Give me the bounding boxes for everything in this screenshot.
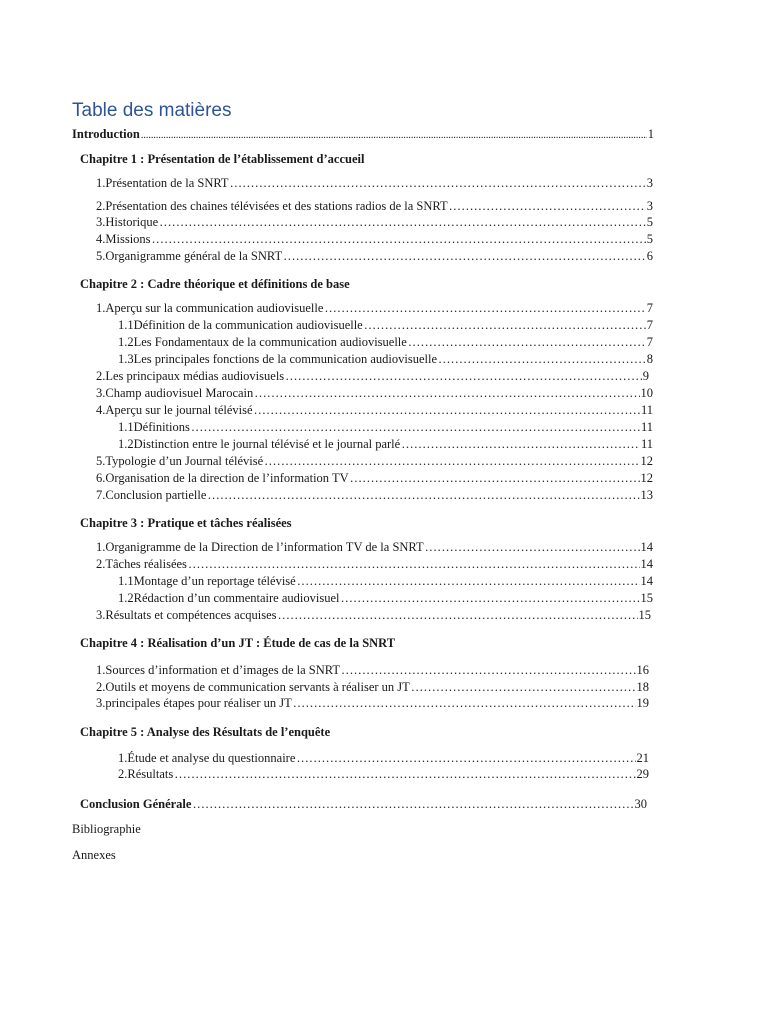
entry-number: 2. — [96, 557, 106, 571]
dot-leader — [285, 368, 642, 384]
entry-page: 5 — [646, 215, 653, 229]
dot-leader — [296, 750, 635, 766]
entry-label: Champ audiovisuel Marocain — [105, 386, 254, 400]
entry-label: Les Fondamentaux de la communication audiovisuelle — [133, 335, 407, 349]
entry-page: 15 — [638, 608, 651, 622]
toc-entry[interactable] — [96, 198, 653, 214]
dot-leader — [141, 126, 647, 144]
toc-entry[interactable] — [118, 351, 653, 367]
entry-page: 16 — [636, 663, 649, 677]
toc-entry[interactable] — [118, 766, 649, 782]
entry-number: 2. — [96, 680, 106, 694]
dot-leader — [152, 231, 646, 247]
entry-label: Étude et analyse du questionnaire — [127, 751, 296, 765]
entry-page: 29 — [636, 767, 649, 781]
toc-entry[interactable] — [118, 419, 653, 435]
entry-page: 7 — [646, 318, 653, 332]
toc-entry[interactable] — [96, 175, 653, 191]
entry-page: 5 — [646, 232, 653, 246]
entry-number: 3. — [96, 386, 106, 400]
entry-page: 8 — [646, 352, 653, 366]
entry-label: Typologie d’un Journal télévisé — [105, 454, 264, 468]
dot-leader — [324, 300, 645, 316]
entry-label: Définitions — [133, 420, 190, 434]
entry-page: 21 — [636, 751, 649, 765]
dot-leader — [254, 385, 639, 401]
entry-label: Les principales fonctions de la communication audiovisuelle — [133, 352, 438, 366]
entry-label: Introduction — [72, 127, 140, 141]
entry-label: Outils et moyens de communication servants à réaliser un JT — [105, 680, 410, 694]
entry-page: 12 — [640, 471, 653, 485]
dot-leader — [293, 695, 636, 711]
toc-entry[interactable] — [96, 679, 649, 695]
toc-entry[interactable] — [96, 556, 653, 572]
entry-label: Rédaction d’un commentaire audiovisuel — [133, 591, 340, 605]
entry-number: 3. — [96, 696, 106, 710]
entry-page: 13 — [640, 488, 653, 502]
entry-number: 1.2 — [118, 437, 134, 451]
entry-label: Les principaux médias audiovisuels — [105, 369, 285, 383]
entry-number: 1. — [96, 301, 106, 315]
toc-entry[interactable] — [96, 695, 649, 711]
chapter-heading-2[interactable]: Chapitre 2 : Cadre théorique et définitions de base — [80, 277, 350, 291]
entry-page: 7 — [646, 335, 653, 349]
dot-leader — [341, 662, 636, 678]
dot-leader — [254, 402, 640, 418]
entry-number: 1. — [96, 176, 106, 190]
toc-entry[interactable] — [96, 300, 653, 316]
dot-leader — [192, 796, 633, 812]
chapter-heading-3[interactable]: Chapitre 3 : Pratique et tâches réalisées — [80, 516, 292, 530]
toc-entry[interactable] — [96, 385, 653, 401]
entry-page: 11 — [640, 437, 653, 451]
entry-label: Aperçu sur le journal télévisé — [105, 403, 253, 417]
entry-label: Conclusion Générale — [80, 797, 192, 811]
dot-leader — [283, 248, 646, 264]
toc-entry[interactable] — [96, 402, 653, 418]
entry-page: 9 — [642, 369, 649, 383]
entry-number: 7. — [96, 488, 106, 502]
entry-number: 1.2 — [118, 335, 134, 349]
entry-label: Missions — [105, 232, 151, 246]
toc-entry[interactable] — [96, 453, 653, 469]
toc-entry[interactable] — [118, 750, 649, 766]
toc-entry[interactable] — [118, 317, 653, 333]
entry-label: Sources d’information et d’images de la SNRT — [105, 663, 340, 677]
toc-entry[interactable] — [96, 607, 651, 623]
entry-page: 14 — [640, 557, 653, 571]
entry-page: 10 — [640, 386, 653, 400]
entry-page: 14 — [640, 574, 653, 588]
entry-label: Résultats et compétences acquises — [105, 608, 277, 622]
dot-leader — [438, 351, 646, 367]
toc-entry-annexes[interactable]: Annexes — [72, 848, 116, 862]
toc-entry[interactable] — [118, 334, 653, 350]
dot-leader — [364, 317, 646, 333]
entry-label: Aperçu sur la communication audiovisuelle — [105, 301, 324, 315]
toc-entry-conclusion[interactable] — [80, 796, 647, 812]
toc-entry[interactable] — [96, 248, 653, 264]
entry-label: Résultats — [127, 767, 174, 781]
entry-label: Tâches réalisées — [105, 557, 187, 571]
dot-leader — [408, 334, 646, 350]
entry-page: 12 — [640, 454, 653, 468]
entry-number: 1. — [96, 540, 106, 554]
dot-leader — [230, 175, 646, 191]
entry-label: Organisation de la direction de l’information TV — [105, 471, 349, 485]
entry-number: 1.1 — [118, 318, 134, 332]
toc-entry[interactable] — [96, 539, 653, 555]
dot-leader — [449, 198, 646, 214]
dot-leader — [264, 453, 639, 469]
entry-page: 1 — [647, 127, 654, 141]
entry-page: 3 — [646, 199, 653, 213]
entry-label: principales étapes pour réaliser un JT — [105, 696, 292, 710]
chapter-heading-4[interactable]: Chapitre 4 : Réalisation d’un JT : Étude de cas de la SNRT — [80, 636, 396, 650]
dot-leader — [411, 679, 636, 695]
entry-page: 6 — [646, 249, 653, 263]
entry-number: 1.1 — [118, 574, 134, 588]
toc-entry-bibliographie[interactable]: Bibliographie — [72, 822, 141, 836]
dot-leader — [425, 539, 640, 555]
toc-entry[interactable] — [96, 214, 653, 230]
entry-page: 11 — [640, 420, 653, 434]
entry-page: 7 — [646, 301, 653, 315]
toc-entry[interactable] — [96, 231, 653, 247]
entry-page: 18 — [636, 680, 649, 694]
entry-number: 6. — [96, 471, 106, 485]
entry-page: 3 — [646, 176, 653, 190]
entry-label: Conclusion partielle — [105, 488, 207, 502]
dot-leader — [350, 470, 640, 486]
entry-page: 14 — [640, 540, 653, 554]
entry-label: Présentation des chaines télévisées et des stations radios de la SNRT — [105, 199, 448, 213]
entry-label: Organigramme général de la SNRT — [105, 249, 283, 263]
dot-leader — [278, 607, 638, 623]
entry-number: 3. — [96, 608, 106, 622]
entry-number: 1.3 — [118, 352, 134, 366]
entry-label: Présentation de la SNRT — [105, 176, 229, 190]
entry-number: 1. — [96, 663, 106, 677]
toc-entry[interactable] — [118, 573, 653, 589]
entry-number: 4. — [96, 232, 106, 246]
toc-entry[interactable] — [96, 470, 653, 486]
toc-title: Table des matières — [72, 100, 232, 121]
dot-leader — [188, 556, 640, 572]
entry-page: 11 — [640, 403, 653, 417]
entry-label: Montage d’un reportage télévisé — [133, 574, 296, 588]
entry-number: 2. — [96, 199, 106, 213]
entry-page: 30 — [634, 797, 647, 811]
entry-number: 3. — [96, 215, 106, 229]
dot-leader — [159, 214, 646, 230]
entry-number: 1. — [118, 751, 128, 765]
toc-entry-introduction[interactable] — [72, 126, 654, 142]
dot-leader — [401, 436, 640, 452]
chapter-heading-5[interactable]: Chapitre 5 : Analyse des Résultats de l’enquête — [80, 725, 331, 739]
toc-entry[interactable] — [96, 662, 649, 678]
toc-entry[interactable] — [118, 590, 653, 606]
entry-number: 1.1 — [118, 420, 134, 434]
dot-leader — [207, 487, 639, 503]
entry-label: Historique — [105, 215, 159, 229]
entry-label: Organigramme de la Direction de l’information TV de la SNRT — [105, 540, 424, 554]
entry-number: 2. — [96, 369, 106, 383]
chapter-heading-1[interactable]: Chapitre 1 : Présentation de l’établissement d’accueil — [80, 152, 365, 166]
entry-number: 4. — [96, 403, 106, 417]
dot-leader — [297, 573, 640, 589]
entry-number: 1.2 — [118, 591, 134, 605]
toc-entry[interactable] — [96, 368, 649, 384]
entry-number: 2. — [118, 767, 128, 781]
entry-page: 15 — [640, 591, 653, 605]
dot-leader — [191, 419, 640, 435]
entry-number: 5. — [96, 249, 106, 263]
entry-number: 5. — [96, 454, 106, 468]
entry-label: Définition de la communication audiovisuelle — [133, 318, 363, 332]
toc-entry[interactable] — [96, 487, 653, 503]
toc-entry[interactable] — [118, 436, 653, 452]
entry-label: Distinction entre le journal télévisé et le journal parlé — [133, 437, 401, 451]
dot-leader — [340, 590, 639, 606]
dot-leader — [174, 766, 635, 782]
entry-page: 19 — [636, 696, 649, 710]
